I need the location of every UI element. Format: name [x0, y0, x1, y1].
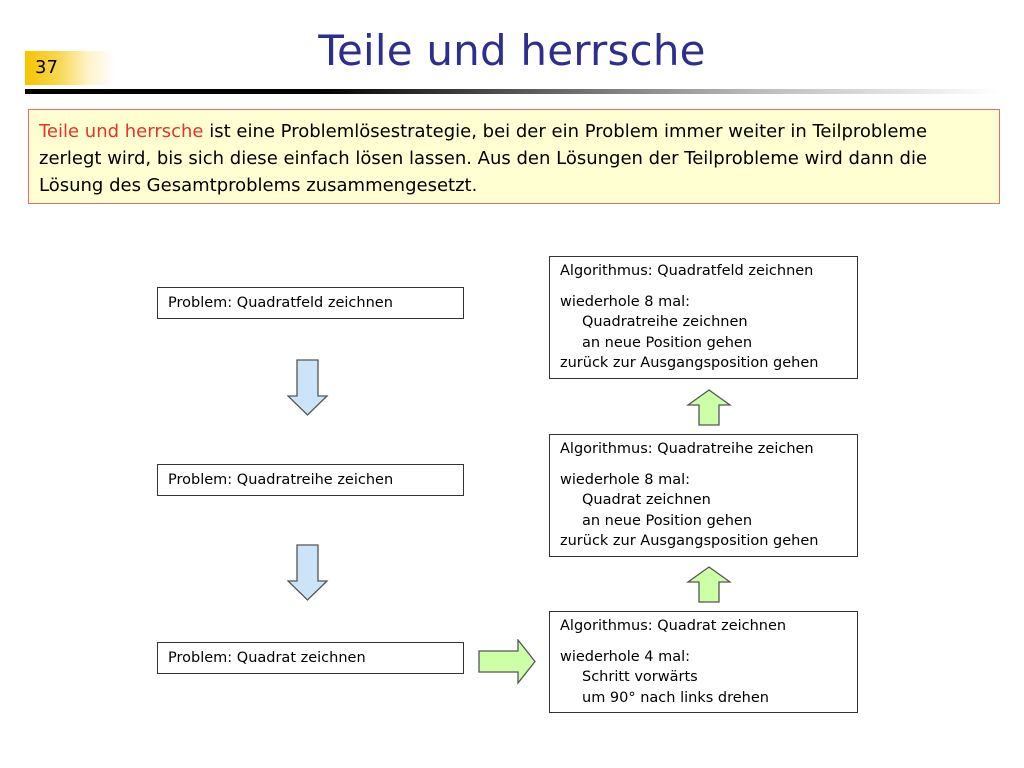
algorithm-line: um 90° nach links drehen: [582, 689, 769, 706]
algorithm-box-quadrat: [549, 611, 858, 713]
definition-box: [28, 109, 1000, 204]
definition-text: ist eine Problemlösestrategie, bei der ein Problem immer weiter in Teilprobleme zerlegt wird, bis sich diese einfach lösen lassen. Aus den Lösungen der Teilprobleme wird dann die Lösung des Gesamtproblems zusammengesetzt.: [39, 121, 928, 196]
algorithm-line: wiederhole 4 mal:: [560, 648, 691, 665]
algorithm-line: zurück zur Ausgangsposition gehen: [560, 533, 819, 549]
problem-box-quadrat: Problem: Quadrat zeichnen: [157, 642, 464, 674]
algorithm-title: Algorithmus: Quadratreihe zeichen: [560, 441, 814, 457]
algorithm-title: Algorithmus: Quadrat zeichnen: [560, 618, 787, 634]
problem-box-quadratreihe: Problem: Quadratreihe zeichen: [157, 464, 464, 496]
up-arrow-icon: [686, 566, 732, 604]
algorithm-line: wiederhole 8 mal:: [560, 293, 691, 310]
up-arrow-icon: [686, 389, 732, 427]
definition-term: Teile und herrsche: [39, 121, 204, 142]
right-arrow-icon: [478, 639, 538, 685]
slide-title: Teile und herrsche: [318, 26, 706, 75]
algorithm-line: an neue Position gehen: [582, 512, 753, 529]
algorithm-line: an neue Position gehen: [582, 334, 753, 351]
down-arrow-icon: [287, 359, 329, 417]
algorithm-line: wiederhole 8 mal:: [560, 471, 691, 488]
algorithm-box-quadratreihe: [549, 434, 858, 557]
algorithm-line: Quadrat zeichnen: [582, 492, 711, 508]
problem-box-quadratfeld: Problem: Quadratfeld zeichnen: [157, 287, 464, 319]
algorithm-line: Quadratreihe zeichnen: [582, 314, 748, 330]
title-divider: [25, 89, 1000, 94]
slide-number: 37: [25, 51, 115, 85]
algorithm-title: Algorithmus: Quadratfeld zeichnen: [560, 263, 814, 279]
algorithm-line: zurück zur Ausgangsposition gehen: [560, 355, 819, 371]
down-arrow-icon: [287, 544, 329, 602]
algorithm-line: Schritt vorwärts: [582, 669, 698, 685]
algorithm-box-quadratfeld: [549, 256, 858, 379]
